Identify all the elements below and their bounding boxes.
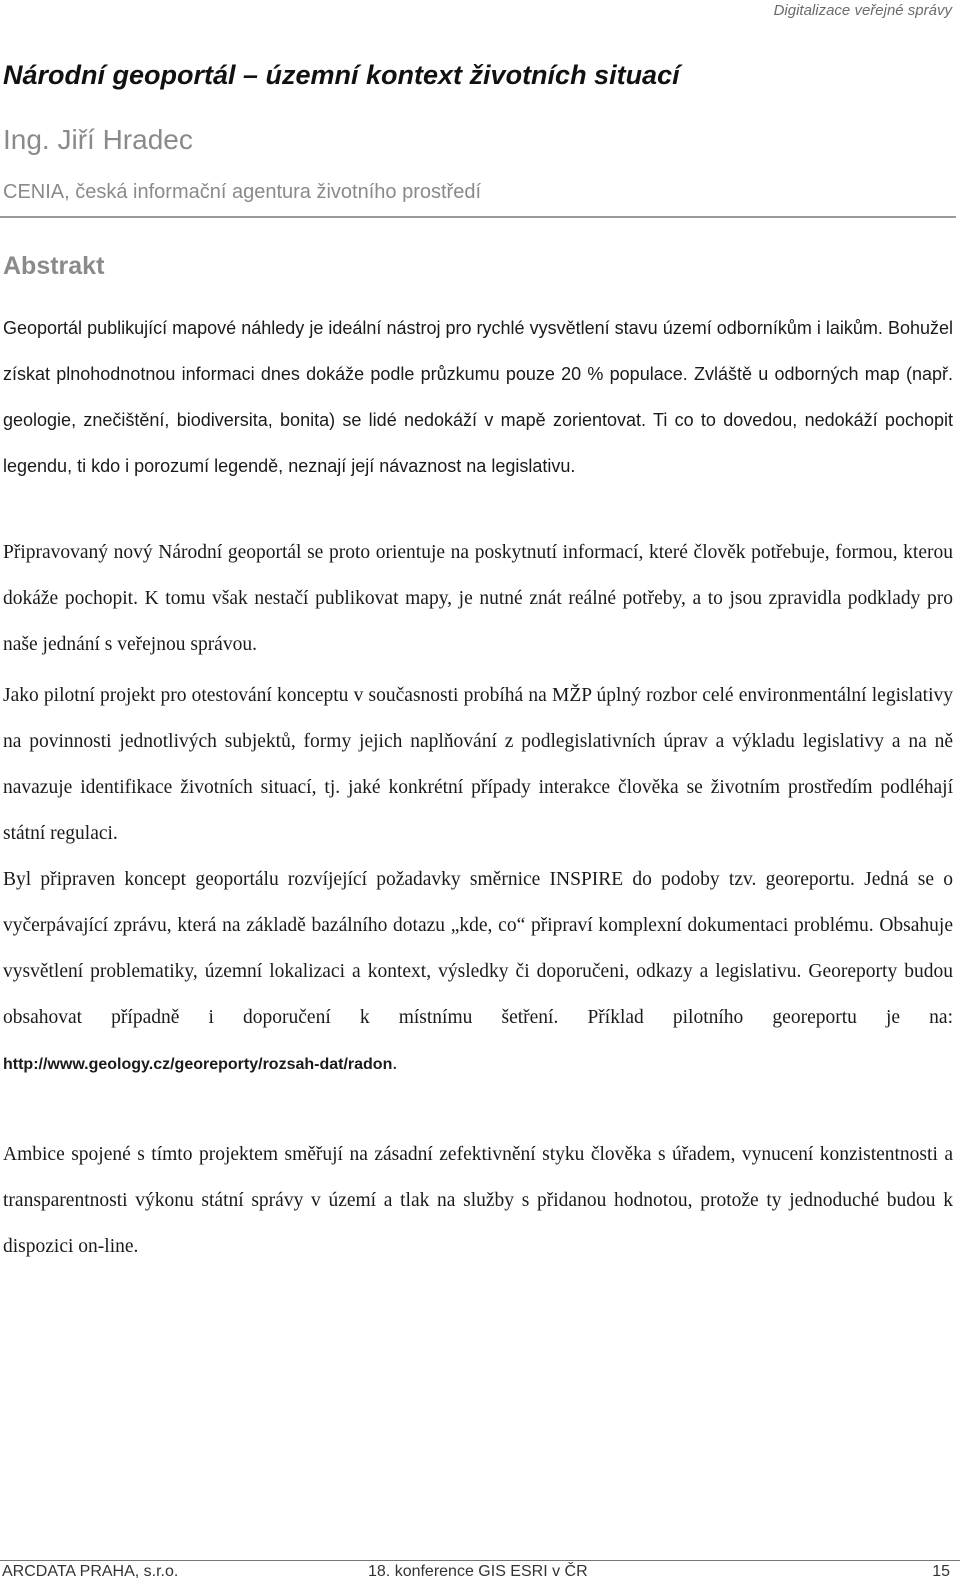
paragraph-1: Geoportál publikující mapové náhledy je ideální nástroj pro rychlé vysvětlení stavu území odborníkům i laikům. Bohužel získat plnohodnotnou informaci dnes dokáže podle průzkumu pouze 20 % populace. Zvláště u odborných map (např. geologie, znečištění, biodiversita, bonita) se lidé nedokáží v mapě zorientovat. Ti co to dovedou, nedokáží pochopit legendu, ti kdo i porozumí legendě, neznají její návaznost na legislativu.: [3, 318, 953, 476]
paragraph-2: Připravovaný nový Národní geoportál se proto orientuje na poskytnutí informací, které člověk potřebuje, formou, kterou dokáže pochopit. K tomu však nestačí publikovat mapy, je nutné znát reálné potřeby, a to jsou zpravidla podklady pro naše jednání s veřejnou správou.: [3, 542, 953, 655]
author-affiliation: CENIA, česká informační agentura životního prostředí: [3, 181, 482, 203]
footer-divider: [0, 1560, 960, 1561]
running-head: Digitalizace veřejné správy: [773, 2, 952, 19]
article-title: Národní geoportál – územní kontext životních situací: [3, 60, 680, 90]
section-heading-abstract: Abstrakt: [3, 252, 105, 280]
header-divider: [0, 216, 956, 218]
paragraph-4-text: Byl připraven koncept geoportálu rozvíjející požadavky směrnice INSPIRE do podoby tzv. georeportu. Jedná se o vyčerpávající zprávu, která na základě bazálního dotazu „kde, co“ připraví komplexní dokumentaci problému. Obsahuje vysvětlení problematiky, územní lokalizaci a kontext, výsledky či doporučeni, odkazy a legislativu. Georeporty budou obsahovat případně i doporučení k místnímu šetření. Příklad pilotního georeportu je na:: [3, 869, 953, 1028]
georeport-link[interactable]: http://www.geology.cz/georeporty/rozsah-dat/radon: [3, 1056, 393, 1073]
paragraph-5: Ambice spojené s tímto projektem směřují na zásadní zefektivnění styku člověka s úřadem, vynucení konzistentnosti a transparentnosti výkonu státní správy v území a tlak na služby s přidanou hodnotou, protože ty jednoduché budou k dispozici on-line.: [3, 1144, 953, 1257]
paragraph-3: Jako pilotní projekt pro otestování konceptu v současnosti probíhá na MŽP úplný rozbor celé environmentální legislativy na povinnosti jednotlivých subjektů, formy jejich naplňování z podlegislativních úprav a výkladu legislativy a na ně navazuje identifikace životních situací, tj. jaké konkrétní případy interakce člověka se životním prostředím podléhají státní regulaci.: [3, 685, 953, 844]
footer-conference: 18. konference GIS ESRI v ČR: [368, 1563, 588, 1580]
author-name: Ing. Jiří Hradec: [3, 124, 193, 155]
paragraph-4: [3, 857, 953, 1088]
paragraph-4-end: .: [392, 1053, 398, 1074]
footer-publisher: ARCDATA PRAHA, s.r.o.: [2, 1563, 179, 1580]
footer-page-number: 15: [932, 1563, 950, 1580]
